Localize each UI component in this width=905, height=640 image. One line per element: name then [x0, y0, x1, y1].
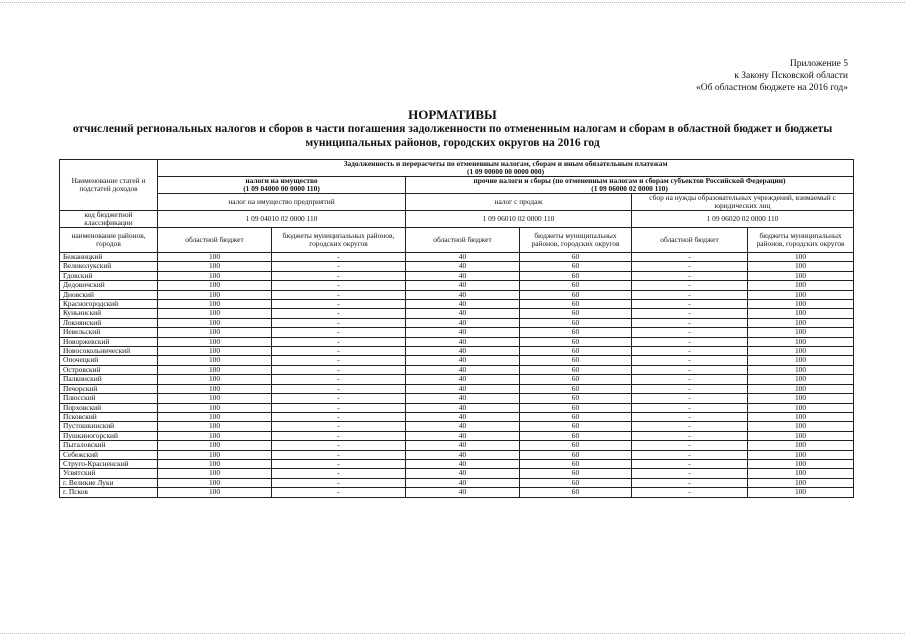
regional-sales-tax: 40 — [406, 384, 520, 393]
regional-edu-fee: - — [632, 488, 748, 497]
municipal-enterprise-tax: - — [272, 365, 406, 374]
table-row — [60, 328, 854, 337]
municipal-edu-fee: 100 — [748, 300, 854, 309]
regional-edu-fee: - — [632, 375, 748, 384]
appendix-line-2: к Закону Псковской области — [734, 71, 848, 81]
regional-enterprise-tax: 100 — [158, 394, 272, 403]
regional-enterprise-tax: 100 — [158, 300, 272, 309]
table-row — [60, 290, 854, 299]
municipal-enterprise-tax: - — [272, 412, 406, 421]
municipal-edu-fee: 100 — [748, 431, 854, 440]
appendix-note — [696, 58, 848, 94]
district-name: Локнянский — [60, 318, 158, 327]
header-regional-3: областной бюджет — [632, 228, 748, 253]
municipal-sales-tax: 60 — [520, 365, 632, 374]
municipal-enterprise-tax: - — [272, 290, 406, 299]
municipal-edu-fee: 100 — [748, 328, 854, 337]
municipal-enterprise-tax: - — [272, 300, 406, 309]
municipal-sales-tax: 60 — [520, 375, 632, 384]
municipal-sales-tax: 60 — [520, 337, 632, 346]
municipal-sales-tax: 60 — [520, 450, 632, 459]
regional-edu-fee: - — [632, 469, 748, 478]
municipal-edu-fee: 100 — [748, 347, 854, 356]
regional-enterprise-tax: 100 — [158, 290, 272, 299]
district-name: Усвятский — [60, 469, 158, 478]
municipal-edu-fee: 100 — [748, 365, 854, 374]
municipal-edu-fee: 100 — [748, 375, 854, 384]
district-name: Опочецкий — [60, 356, 158, 365]
regional-enterprise-tax: 100 — [158, 309, 272, 318]
district-name: Новосокольнический — [60, 347, 158, 356]
regional-sales-tax: 40 — [406, 328, 520, 337]
header-code-3: 1 09 06020 02 0000 110 — [632, 211, 854, 228]
district-name: Палкинский — [60, 375, 158, 384]
table-row — [60, 412, 854, 421]
regional-edu-fee: - — [632, 394, 748, 403]
header-sales-tax: налог с продаж — [406, 194, 632, 211]
table-row — [60, 441, 854, 450]
regional-sales-tax: 40 — [406, 290, 520, 299]
table-row — [60, 271, 854, 280]
district-name: Новоржевский — [60, 337, 158, 346]
regional-edu-fee: - — [632, 356, 748, 365]
municipal-edu-fee: 100 — [748, 309, 854, 318]
header-regional-1: областной бюджет — [158, 228, 272, 253]
regional-sales-tax: 40 — [406, 262, 520, 271]
table-row — [60, 347, 854, 356]
normatives-table — [59, 159, 854, 498]
district-name: Струго-Красненский — [60, 459, 158, 468]
header-property-code: (1 09 04000 00 0000 110) — [243, 184, 320, 193]
municipal-sales-tax: 60 — [520, 422, 632, 431]
regional-sales-tax: 40 — [406, 375, 520, 384]
municipal-enterprise-tax: - — [272, 384, 406, 393]
regional-enterprise-tax: 100 — [158, 337, 272, 346]
district-name: Печорский — [60, 384, 158, 393]
district-name: Островский — [60, 365, 158, 374]
table-row — [60, 469, 854, 478]
regional-edu-fee: - — [632, 450, 748, 459]
district-name: Великолукский — [60, 262, 158, 271]
header-edu-fee: сбор на нужды образовательных учреждений, взимаемый с юридических лиц — [632, 194, 854, 211]
header-code-1: 1 09 04010 02 0000 110 — [158, 211, 406, 228]
regional-edu-fee: - — [632, 403, 748, 412]
table-row — [60, 431, 854, 440]
municipal-edu-fee: 100 — [748, 469, 854, 478]
district-name: Порховский — [60, 403, 158, 412]
header-property-label: налоги на имущество — [245, 176, 318, 185]
header-arrears-code: (1 09 00000 00 0000 000) — [467, 167, 545, 176]
regional-enterprise-tax: 100 — [158, 403, 272, 412]
table-row — [60, 394, 854, 403]
regional-enterprise-tax: 100 — [158, 356, 272, 365]
regional-sales-tax: 40 — [406, 478, 520, 487]
municipal-edu-fee: 100 — [748, 318, 854, 327]
municipal-sales-tax: 60 — [520, 281, 632, 290]
document-title: НОРМАТИВЫ — [408, 107, 497, 122]
regional-sales-tax: 40 — [406, 271, 520, 280]
municipal-edu-fee: 100 — [748, 384, 854, 393]
header-arrears-label: Задолженность и перерасчеты по отмененным налогам, сборам и иным обязательным платежам — [343, 159, 668, 168]
regional-sales-tax: 40 — [406, 365, 520, 374]
district-name: Пустошкинский — [60, 422, 158, 431]
regional-edu-fee: - — [632, 478, 748, 487]
municipal-sales-tax: 60 — [520, 347, 632, 356]
regional-enterprise-tax: 100 — [158, 469, 272, 478]
document-subtitle: отчислений региональных налогов и сборов в части погашения задолженности по отмененным налогам и сборам в областной бюджет и бюджеты муниципальных районов, городских округов на 2016 год — [72, 123, 833, 149]
municipal-enterprise-tax: - — [272, 328, 406, 337]
header-enterprise-tax: налог на имущество предприятий — [158, 194, 406, 211]
table-row — [60, 300, 854, 309]
municipal-edu-fee: 100 — [748, 403, 854, 412]
table-row — [60, 365, 854, 374]
regional-sales-tax: 40 — [406, 422, 520, 431]
municipal-edu-fee: 100 — [748, 337, 854, 346]
municipal-enterprise-tax: - — [272, 309, 406, 318]
regional-sales-tax: 40 — [406, 253, 520, 262]
table-row — [60, 375, 854, 384]
regional-enterprise-tax: 100 — [158, 450, 272, 459]
regional-sales-tax: 40 — [406, 403, 520, 412]
regional-enterprise-tax: 100 — [158, 281, 272, 290]
table-row — [60, 478, 854, 487]
regional-enterprise-tax: 100 — [158, 347, 272, 356]
municipal-sales-tax: 60 — [520, 318, 632, 327]
regional-edu-fee: - — [632, 384, 748, 393]
municipal-enterprise-tax: - — [272, 488, 406, 497]
header-municipal-2: бюджеты муниципальных районов, городских округов — [520, 228, 632, 253]
municipal-edu-fee: 100 — [748, 478, 854, 487]
municipal-enterprise-tax: - — [272, 394, 406, 403]
municipal-enterprise-tax: - — [272, 318, 406, 327]
regional-enterprise-tax: 100 — [158, 441, 272, 450]
regional-enterprise-tax: 100 — [158, 431, 272, 440]
header-code-2: 1 09 06010 02 0000 110 — [406, 211, 632, 228]
header-municipal-3: бюджеты муниципальных районов, городских округов — [748, 228, 854, 253]
municipal-enterprise-tax: - — [272, 478, 406, 487]
regional-sales-tax: 40 — [406, 450, 520, 459]
municipal-sales-tax: 60 — [520, 459, 632, 468]
regional-sales-tax: 40 — [406, 318, 520, 327]
appendix-line-3: «Об областном бюджете на 2016 год» — [696, 83, 848, 93]
municipal-edu-fee: 100 — [748, 356, 854, 365]
regional-sales-tax: 40 — [406, 412, 520, 421]
municipal-enterprise-tax: - — [272, 253, 406, 262]
header-regional-2: областной бюджет — [406, 228, 520, 253]
district-name: Себежский — [60, 450, 158, 459]
table-row — [60, 356, 854, 365]
district-name: г. Псков — [60, 488, 158, 497]
municipal-sales-tax: 60 — [520, 384, 632, 393]
regional-edu-fee: - — [632, 459, 748, 468]
regional-enterprise-tax: 100 — [158, 365, 272, 374]
municipal-sales-tax: 60 — [520, 271, 632, 280]
municipal-sales-tax: 60 — [520, 309, 632, 318]
regional-enterprise-tax: 100 — [158, 262, 272, 271]
district-name: Бежаницкий — [60, 253, 158, 262]
regional-edu-fee: - — [632, 281, 748, 290]
municipal-edu-fee: 100 — [748, 253, 854, 262]
municipal-enterprise-tax: - — [272, 441, 406, 450]
municipal-edu-fee: 100 — [748, 281, 854, 290]
municipal-enterprise-tax: - — [272, 431, 406, 440]
regional-edu-fee: - — [632, 309, 748, 318]
municipal-enterprise-tax: - — [272, 375, 406, 384]
table-row — [60, 281, 854, 290]
district-name: Дновский — [60, 290, 158, 299]
regional-sales-tax: 40 — [406, 441, 520, 450]
appendix-line-1: Приложение 5 — [789, 59, 848, 69]
header-other-code: (1 09 06000 02 0000 110) — [591, 184, 668, 193]
regional-sales-tax: 40 — [406, 469, 520, 478]
regional-edu-fee: - — [632, 271, 748, 280]
municipal-sales-tax: 60 — [520, 478, 632, 487]
municipal-edu-fee: 100 — [748, 459, 854, 468]
header-item-name: Наименование статей и подстатей доходов — [60, 160, 158, 211]
municipal-sales-tax: 60 — [520, 262, 632, 271]
regional-enterprise-tax: 100 — [158, 488, 272, 497]
regional-edu-fee: - — [632, 431, 748, 440]
district-name: Пыталовский — [60, 441, 158, 450]
municipal-enterprise-tax: - — [272, 459, 406, 468]
municipal-sales-tax: 60 — [520, 253, 632, 262]
regional-sales-tax: 40 — [406, 394, 520, 403]
regional-sales-tax: 40 — [406, 459, 520, 468]
regional-edu-fee: - — [632, 347, 748, 356]
regional-enterprise-tax: 100 — [158, 328, 272, 337]
scan-edge-top — [0, 2, 905, 4]
municipal-sales-tax: 60 — [520, 441, 632, 450]
municipal-edu-fee: 100 — [748, 488, 854, 497]
municipal-edu-fee: 100 — [748, 450, 854, 459]
header-property-taxes — [158, 177, 406, 194]
municipal-enterprise-tax: - — [272, 281, 406, 290]
regional-enterprise-tax: 100 — [158, 318, 272, 327]
regional-edu-fee: - — [632, 422, 748, 431]
regional-sales-tax: 40 — [406, 356, 520, 365]
district-name: Псковский — [60, 412, 158, 421]
district-name: Дедовичский — [60, 281, 158, 290]
table-row — [60, 384, 854, 393]
municipal-sales-tax: 60 — [520, 488, 632, 497]
regional-edu-fee: - — [632, 290, 748, 299]
municipal-enterprise-tax: - — [272, 450, 406, 459]
municipal-sales-tax: 60 — [520, 356, 632, 365]
municipal-sales-tax: 60 — [520, 328, 632, 337]
header-other-taxes — [406, 177, 854, 194]
regional-enterprise-tax: 100 — [158, 271, 272, 280]
regional-sales-tax: 40 — [406, 337, 520, 346]
table-row — [60, 262, 854, 271]
municipal-sales-tax: 60 — [520, 290, 632, 299]
table-row — [60, 253, 854, 262]
header-other-label: прочие налоги и сборы (по отмененным налогам и сборам субъектов Российской Федерации) — [473, 176, 786, 185]
municipal-enterprise-tax: - — [272, 422, 406, 431]
municipal-sales-tax: 60 — [520, 431, 632, 440]
regional-edu-fee: - — [632, 300, 748, 309]
table-row — [60, 309, 854, 318]
scan-edge-bottom — [0, 633, 905, 635]
regional-edu-fee: - — [632, 412, 748, 421]
regional-sales-tax: 40 — [406, 281, 520, 290]
regional-edu-fee: - — [632, 253, 748, 262]
header-municipal-1: бюджеты муниципальных районов, городских округов — [272, 228, 406, 253]
regional-edu-fee: - — [632, 318, 748, 327]
regional-enterprise-tax: 100 — [158, 459, 272, 468]
table-row — [60, 450, 854, 459]
municipal-edu-fee: 100 — [748, 262, 854, 271]
table-row — [60, 318, 854, 327]
regional-sales-tax: 40 — [406, 309, 520, 318]
header-arrears — [158, 160, 854, 177]
municipal-enterprise-tax: - — [272, 337, 406, 346]
district-name: Гдовский — [60, 271, 158, 280]
regional-edu-fee: - — [632, 328, 748, 337]
regional-enterprise-tax: 100 — [158, 375, 272, 384]
table-body — [60, 253, 854, 498]
regional-enterprise-tax: 100 — [158, 253, 272, 262]
regional-edu-fee: - — [632, 365, 748, 374]
municipal-enterprise-tax: - — [272, 469, 406, 478]
district-name: Плюсский — [60, 394, 158, 403]
municipal-edu-fee: 100 — [748, 394, 854, 403]
municipal-sales-tax: 60 — [520, 403, 632, 412]
municipal-enterprise-tax: - — [272, 271, 406, 280]
regional-sales-tax: 40 — [406, 431, 520, 440]
regional-sales-tax: 40 — [406, 488, 520, 497]
district-name: г. Великие Луки — [60, 478, 158, 487]
district-name: Невельский — [60, 328, 158, 337]
municipal-edu-fee: 100 — [748, 422, 854, 431]
district-name: Красногородский — [60, 300, 158, 309]
table-row — [60, 337, 854, 346]
municipal-enterprise-tax: - — [272, 403, 406, 412]
municipal-sales-tax: 60 — [520, 300, 632, 309]
header-budget-class: код бюджетной классификации — [60, 211, 158, 228]
municipal-enterprise-tax: - — [272, 347, 406, 356]
district-name: Пушкиногорский — [60, 431, 158, 440]
municipal-sales-tax: 60 — [520, 469, 632, 478]
municipal-enterprise-tax: - — [272, 356, 406, 365]
municipal-sales-tax: 60 — [520, 412, 632, 421]
table-row — [60, 488, 854, 497]
municipal-enterprise-tax: - — [272, 262, 406, 271]
municipal-edu-fee: 100 — [748, 412, 854, 421]
regional-edu-fee: - — [632, 441, 748, 450]
table-row — [60, 422, 854, 431]
regional-edu-fee: - — [632, 337, 748, 346]
regional-edu-fee: - — [632, 262, 748, 271]
regional-enterprise-tax: 100 — [158, 478, 272, 487]
regional-enterprise-tax: 100 — [158, 422, 272, 431]
municipal-edu-fee: 100 — [748, 271, 854, 280]
table-header — [60, 160, 854, 253]
district-name: Куньинский — [60, 309, 158, 318]
regional-enterprise-tax: 100 — [158, 384, 272, 393]
municipal-edu-fee: 100 — [748, 290, 854, 299]
table-row — [60, 403, 854, 412]
regional-enterprise-tax: 100 — [158, 412, 272, 421]
regional-sales-tax: 40 — [406, 300, 520, 309]
municipal-edu-fee: 100 — [748, 441, 854, 450]
table-row — [60, 459, 854, 468]
regional-sales-tax: 40 — [406, 347, 520, 356]
header-district: наименование районов, городов — [60, 228, 158, 253]
municipal-sales-tax: 60 — [520, 394, 632, 403]
